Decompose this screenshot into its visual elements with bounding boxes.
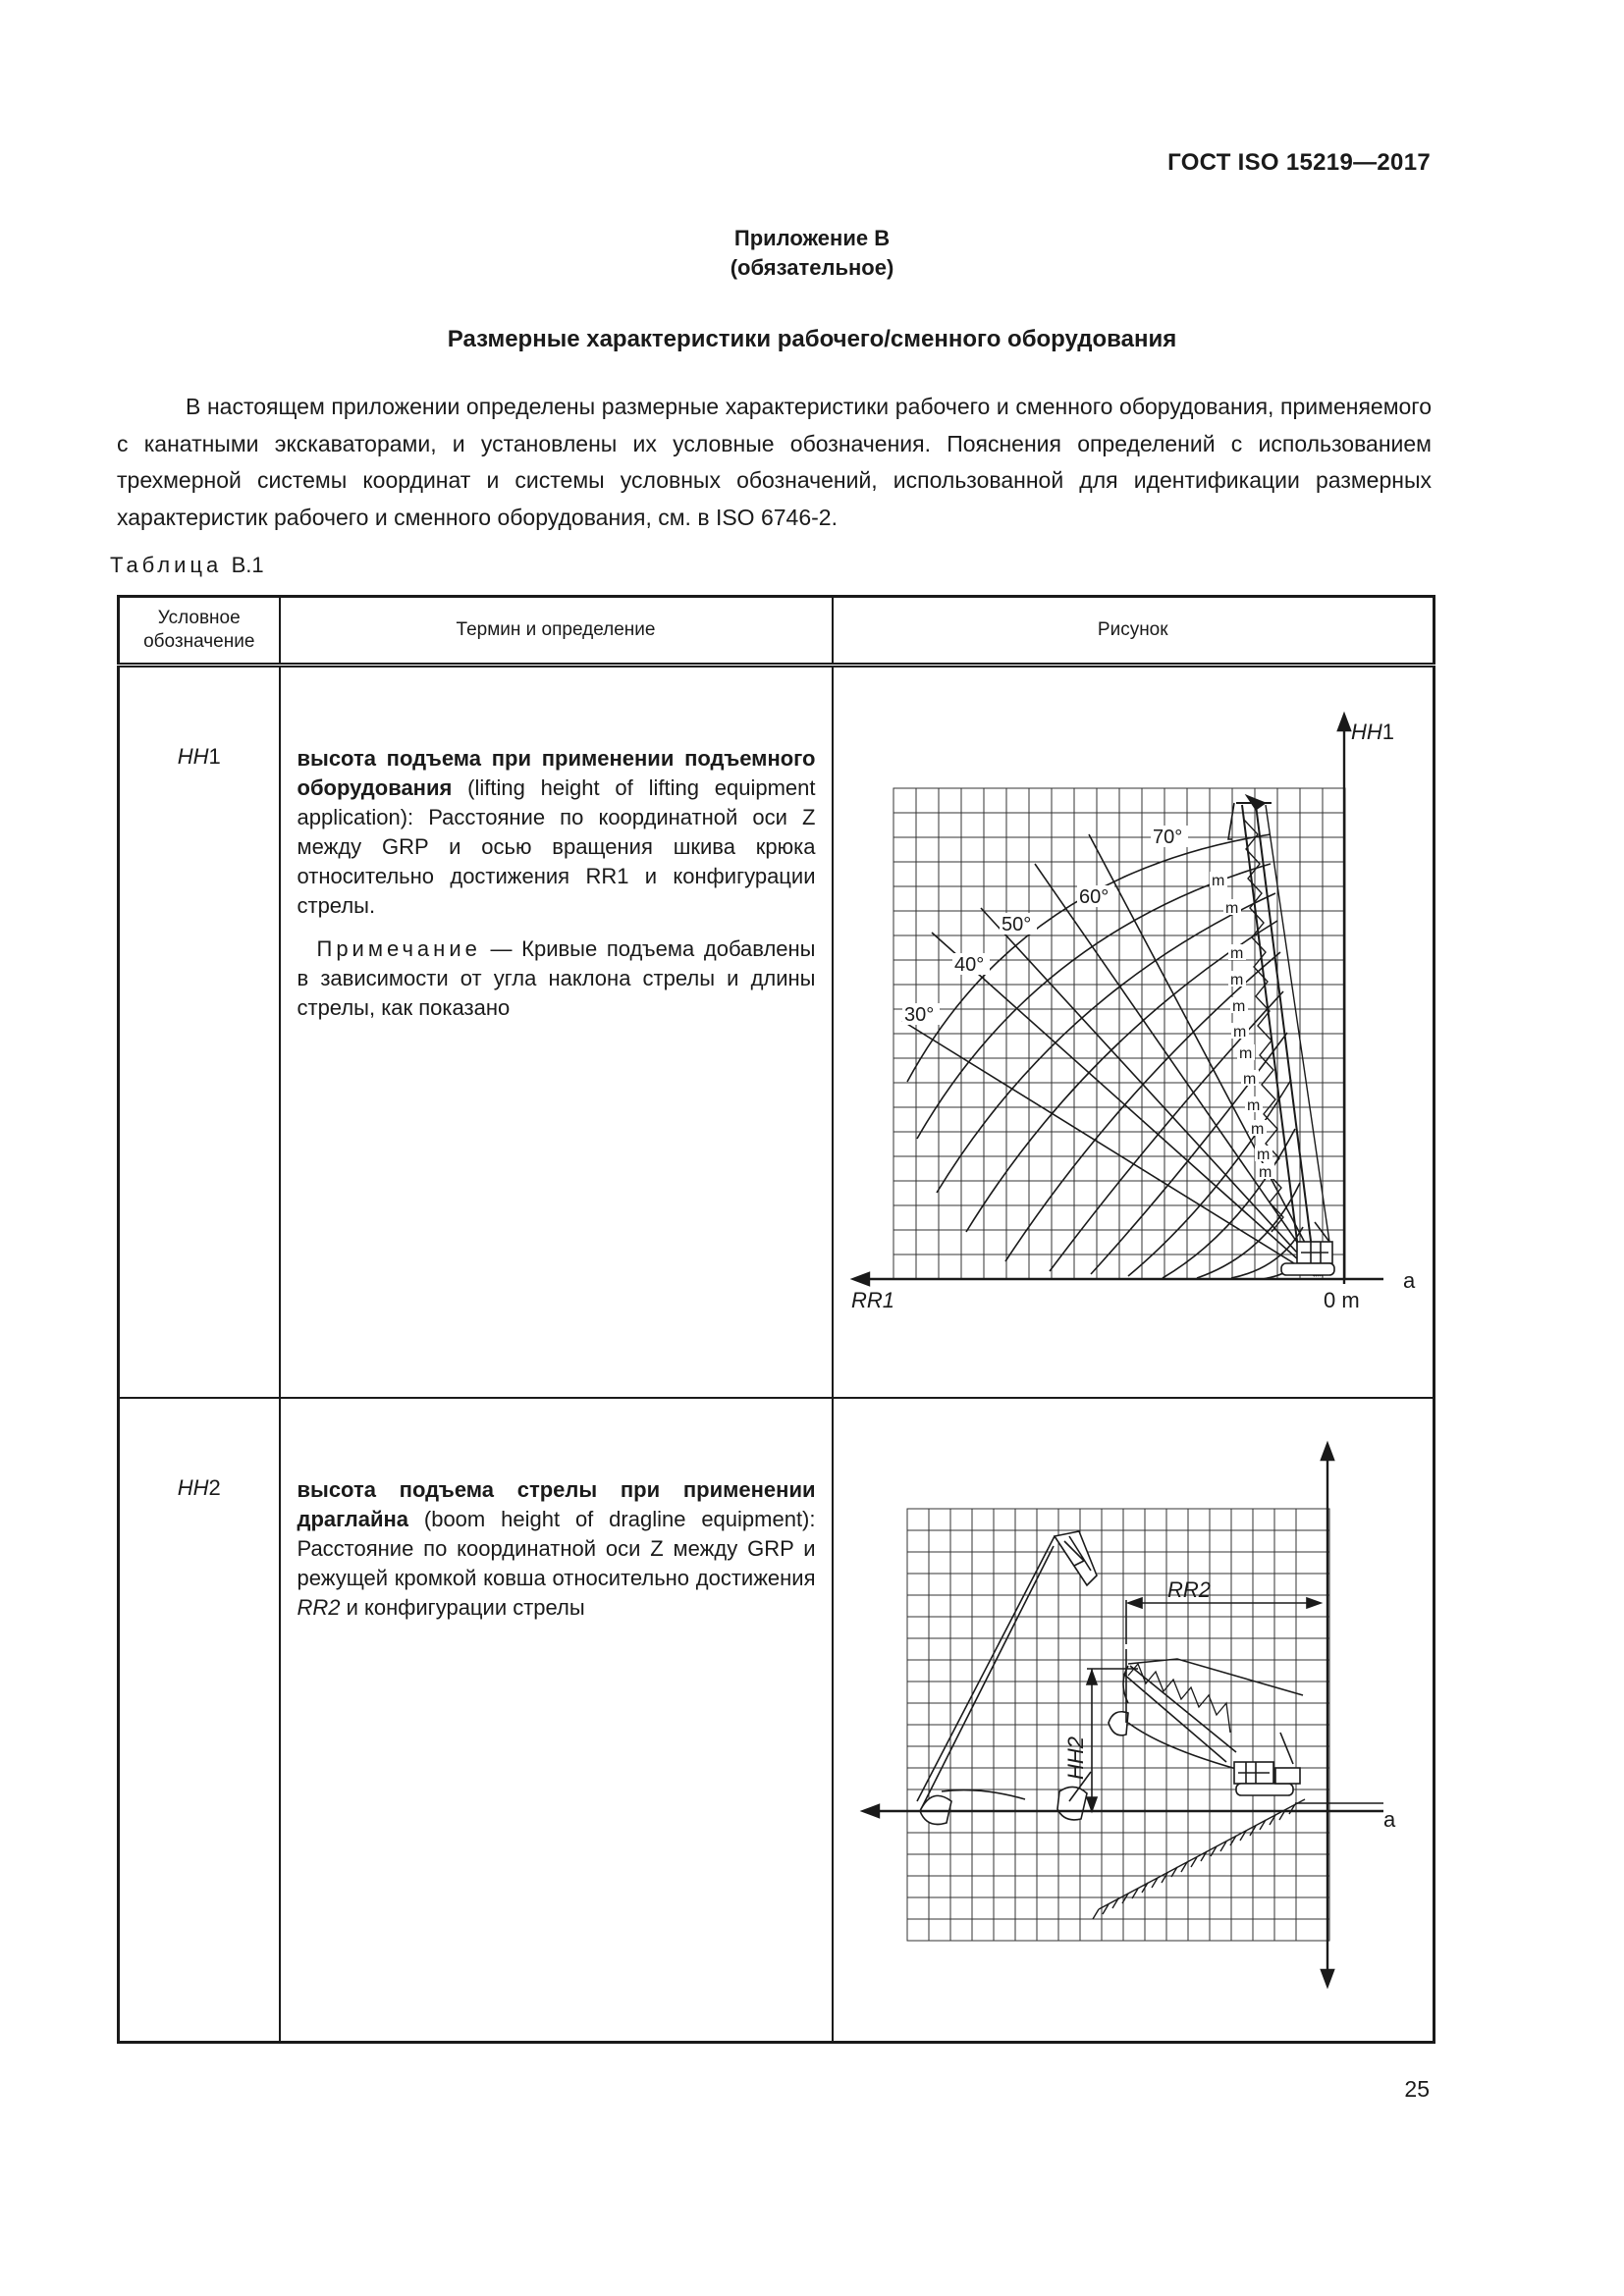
svg-text:m: m — [1224, 900, 1238, 917]
svg-text:m: m — [1256, 1147, 1270, 1163]
table-header-row — [119, 597, 1435, 666]
note-label: Примечание — [316, 936, 481, 961]
ref-label-a: a — [1402, 1268, 1415, 1293]
lifting-height-diagram — [834, 667, 1434, 1397]
table-label-word: Таблица — [110, 553, 223, 577]
header-symbol: Условное обозначение — [119, 597, 280, 666]
dimension-label-rr2: RR2 — [1166, 1577, 1211, 1602]
table-row — [119, 1398, 1435, 2043]
symbol-hh2: HH2 — [177, 1475, 221, 1500]
grid — [893, 788, 1345, 1279]
slope-ground — [1093, 1799, 1383, 1919]
term-name: высота подъема при применении подъемного оборудования — [297, 746, 816, 800]
header-term: Термин и определение — [280, 597, 833, 666]
annex-name: Приложение В — [733, 226, 891, 250]
boom-length-markers — [1210, 872, 1274, 1181]
definitions-table — [117, 595, 1435, 2044]
svg-text:m: m — [1231, 998, 1245, 1015]
definition-text: высота подъема стрелы при применении драглайна (boom height of dragline equipment): Расстояние по координатной оси Z между GRP и режущей кромкой ковша относительно достижения RR2 и конфигурации стрелы — [297, 1477, 816, 1620]
definition-text: высота подъема при применении подъемного оборудования (lifting height of lifting equipment application): Расстояние по координатной оси Z между GRP и осью вращения шкива крюка относительно достижения RR1 и конфигурации стрелы. — [297, 746, 816, 918]
boom-height-diagram — [834, 1399, 1434, 2041]
svg-text:m: m — [1229, 945, 1243, 962]
header-figure: Рисунок — [833, 597, 1435, 666]
symbol-cell — [119, 666, 280, 1399]
svg-text:m: m — [1229, 972, 1243, 988]
angle-50: 50° — [1001, 914, 1031, 935]
origin-label: 0 m — [1323, 1288, 1360, 1312]
annex-title — [0, 224, 1624, 283]
symbol-hh1: HH1 — [177, 744, 221, 769]
angle-60: 60° — [1078, 886, 1109, 908]
table-label-number: В.1 — [231, 553, 264, 577]
intro-paragraph: В настоящем приложении определены размерные характеристики рабочего и сменного оборудования, применяемого с канатными экскаваторами, и установлены их условные обозначения. Пояснения определений с использованием трехмерной системы координат и системы условных обозначений, использованной для идентификации размерных характеристик рабочего и сменного оборудования, см. в ISO 6746-2. — [117, 394, 1432, 530]
angle-70: 70° — [1152, 827, 1182, 848]
page-number: 25 — [1404, 2076, 1430, 2102]
svg-text:m: m — [1242, 1071, 1256, 1088]
table-row — [119, 666, 1435, 1399]
definition-cell — [280, 666, 833, 1399]
symbol-cell — [119, 1398, 280, 2043]
annex-status: (обязательное) — [730, 255, 894, 280]
svg-text:m: m — [1211, 873, 1224, 889]
angle-labels — [902, 826, 1188, 1026]
figure-cell — [833, 1398, 1435, 2043]
table-label — [110, 553, 264, 578]
angle-30: 30° — [903, 1004, 934, 1026]
note-text: Примечание — Кривые подъема добавлены в зависимости от угла наклона стрелы и длины стрелы, как показано — [297, 936, 816, 1020]
svg-text:m: m — [1232, 1024, 1246, 1041]
section-title: Размерные характеристики рабочего/сменного оборудования — [447, 326, 1177, 352]
definition-cell — [280, 1398, 833, 2043]
svg-text:m: m — [1250, 1121, 1264, 1138]
term-name: высота подъема стрелы при применении драглайна — [297, 1477, 816, 1531]
svg-text:m: m — [1246, 1097, 1260, 1114]
svg-text:m: m — [1258, 1164, 1272, 1181]
ref-label-a: a — [1382, 1807, 1395, 1832]
axis-label-rr1: RR1 — [850, 1288, 894, 1312]
angle-40: 40° — [953, 954, 984, 976]
figure-cell — [833, 666, 1435, 1399]
dragline-crane — [1109, 1659, 1303, 1795]
axis-label-hh1: HH1 — [1350, 720, 1394, 744]
dimension-label-hh2: HH2 — [1062, 1735, 1088, 1780]
svg-text:m: m — [1238, 1045, 1252, 1062]
axes — [853, 715, 1383, 1285]
document-header: ГОСТ ISO 15219—2017 — [1167, 149, 1431, 176]
